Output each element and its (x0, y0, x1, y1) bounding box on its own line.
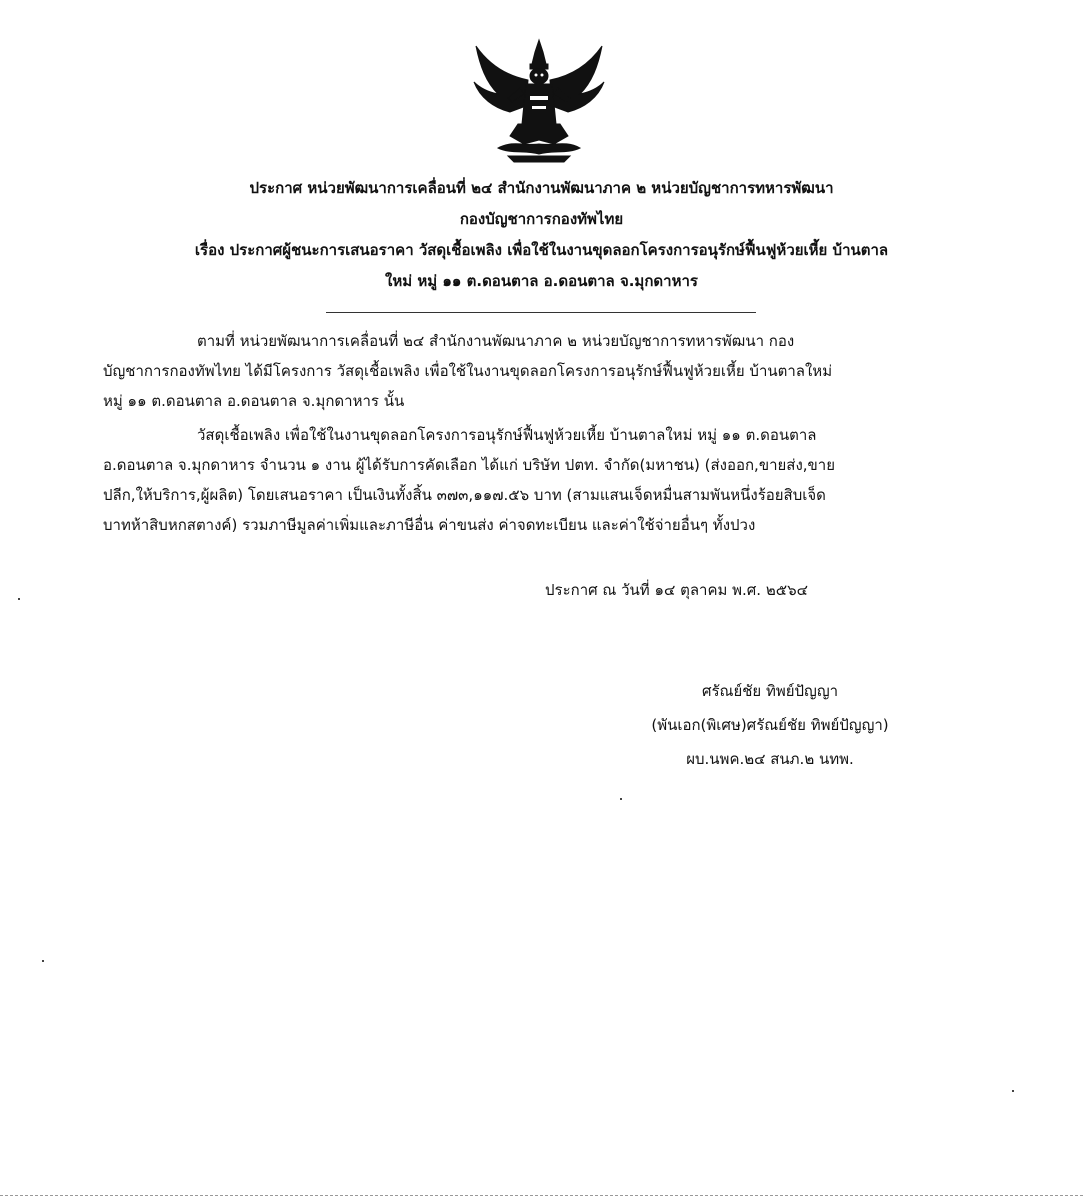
scan-speck (620, 798, 622, 800)
title-line-3: เรื่อง ประกาศผู้ชนะการเสนอราคา วัสดุเชื้อเพลิง เพื่อใช้ในงานขุดลอกโครงการอนุรักษ์ฟื้นฟูห้วยเหี้ย บ้านตาล (194, 241, 889, 259)
document-title (60, 173, 1023, 297)
title-line-4: ใหม่ หมู่ ๑๑ ต.ดอนตาล อ.ดอนตาล จ.มุกดาหาร (385, 272, 698, 290)
scan-speck (1012, 1090, 1014, 1092)
title-line-1: ประกาศ หน่วยพัฒนาการเคลื่อนที่ ๒๔ สำนักงานพัฒนาภาค ๒ หน่วยบัญชาการทหารพัฒนา (249, 179, 834, 197)
announcement-date: ประกาศ ณ วันที่ ๑๔ ตุลาคม พ.ศ. ๒๕๖๔ (545, 581, 808, 599)
paragraph-2-line-1: วัสดุเชื้อเพลิง เพื่อใช้ในงานขุดลอกโครงการอนุรักษ์ฟื้นฟูห้วยเหี้ย บ้านตาลใหม่ หมู่ ๑๑ ต.ดอนตาล (197, 426, 817, 444)
paragraph-1-line-2: บัญชาการกองทัพไทย ได้มีโครงการ วัสดุเชื้อเพลิง เพื่อใช้ในงานขุดลอกโครงการอนุรักษ์ฟื้นฟูห้วยเหี้ย บ้านตาลใหม่ (103, 362, 833, 380)
scan-bottom-edge (0, 1195, 1083, 1196)
paragraph-1-line-3: หมู่ ๑๑ ต.ดอนตาล อ.ดอนตาล จ.มุกดาหาร นั้น (103, 392, 405, 410)
body-paragraph-2 (103, 420, 963, 540)
scan-speck (18, 598, 20, 600)
signature-full-title: (พันเอก(พิเศษ)ศรัณย์ชัย ทิพย์ปัญญา) (651, 716, 889, 734)
signature-name: ศรัณย์ชัย ทิพย์ปัญญา (701, 682, 839, 700)
scan-speck (42, 960, 44, 962)
paragraph-2-line-2: อ.ดอนตาล จ.มุกดาหาร จำนวน ๑ งาน ผู้ได้รับการคัดเลือก ได้แก่ บริษัท ปตท. จำกัด(มหาชน) (ส่งออก,ขายส่ง,ขาย (103, 456, 835, 474)
body-paragraph-1 (103, 326, 963, 416)
paragraph-2-line-3: ปลีก,ให้บริการ,ผู้ผลิต) โดยเสนอราคา เป็นเงินทั้งสิ้น ๓๗๓,๑๑๗.๕๖ บาท (สามแสนเจ็ดหมื่นสามพันหนึ่งร้อยสิบเจ็ด (103, 486, 826, 504)
signature-position: ผบ.นพค.๒๔ สนภ.๒ นทพ. (686, 750, 854, 768)
signature-block (560, 674, 980, 776)
garuda-emblem-icon (468, 36, 610, 164)
title-line-2: กองบัญชาการกองทัพไทย (459, 210, 624, 228)
title-divider (326, 312, 756, 313)
paragraph-1-line-1: ตามที่ หน่วยพัฒนาการเคลื่อนที่ ๒๔ สำนักงานพัฒนาภาค ๒ หน่วยบัญชาการทหารพัฒนา กอง (197, 332, 795, 350)
paragraph-2-line-4: บาทห้าสิบหกสตางค์) รวมภาษีมูลค่าเพิ่มและภาษีอื่น ค่าขนส่ง ค่าจดทะเบียน และค่าใช้จ่ายอื่นๆ ทั้งปวง (103, 516, 756, 534)
